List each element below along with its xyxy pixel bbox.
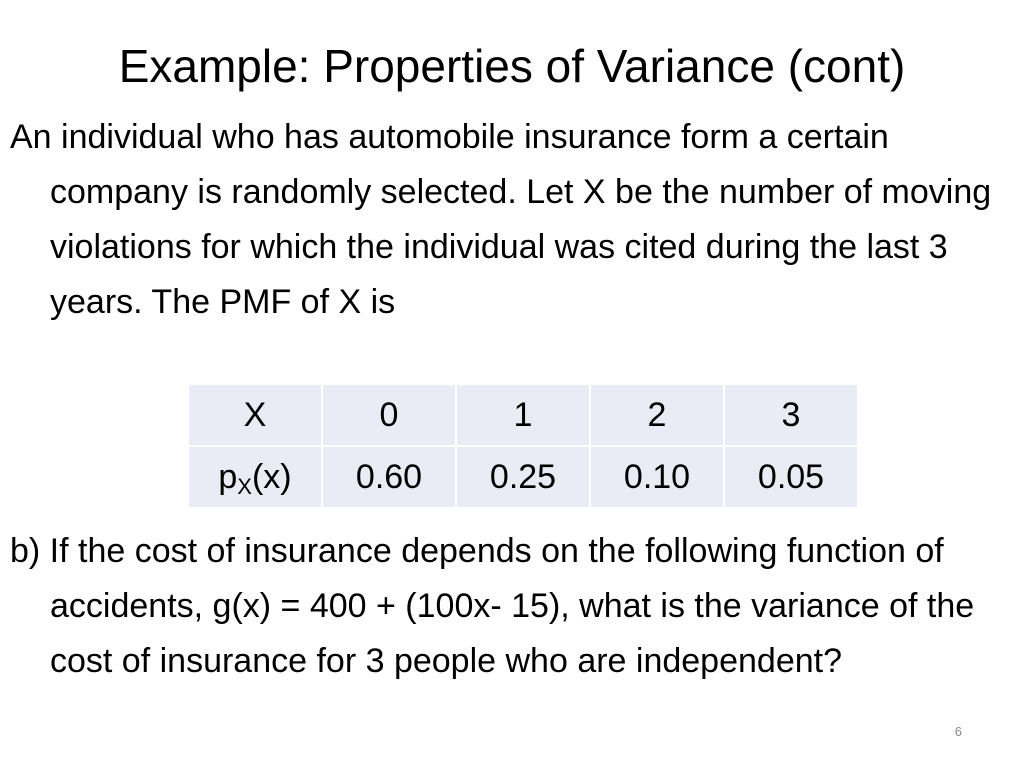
- question-b: b) If the cost of insurance depends on the following function of accidents, g(x) = 400 + (100x- 15), what is the variance of the cost of insurance for 3 people who are independent?: [10, 532, 975, 680]
- p-value-cell: 0.60: [323, 447, 455, 507]
- probability-row: [189, 447, 857, 507]
- x-value-cell: 2: [591, 385, 723, 445]
- page-number: 6: [954, 724, 962, 739]
- slide-title: Example: Properties of Variance (cont): [118, 40, 906, 92]
- p-header-tail: (x): [251, 457, 292, 496]
- problem-statement: An individual who has automobile insurance form a certain company is randomly selected. Let X be the number of moving violations for which the individual was cited during the last 3 years. The PMF of X is: [10, 118, 992, 321]
- x-values-row: [189, 385, 857, 445]
- p-header-subscript: X: [237, 473, 252, 499]
- p-value-cell: 0.25: [457, 447, 589, 507]
- p-value-cell: 0.05: [725, 447, 857, 507]
- x-value-cell: 1: [457, 385, 589, 445]
- p-header-cell: [189, 447, 321, 507]
- p-value-cell: 0.10: [591, 447, 723, 507]
- x-value-cell: 3: [725, 385, 857, 445]
- x-header-cell: X: [189, 385, 321, 445]
- pmf-table: [187, 383, 859, 509]
- x-value-cell: 0: [323, 385, 455, 445]
- p-header-main: p: [218, 457, 238, 496]
